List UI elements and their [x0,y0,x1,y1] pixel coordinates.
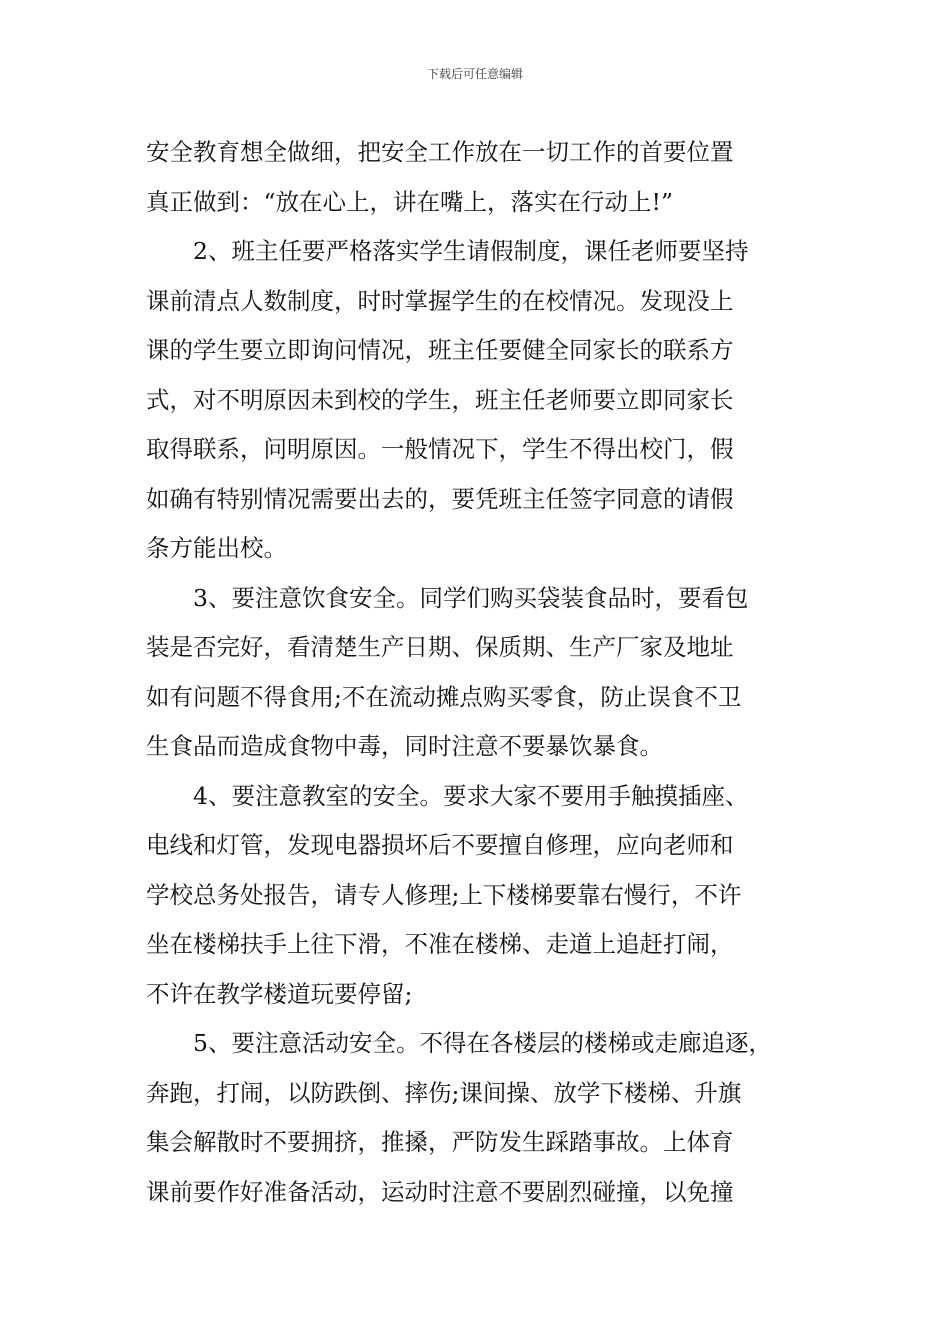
text-line: 电线和灯管，发现电器损坏后不要擅自修理，应向老师和 [146,831,734,859]
text-line: 课前清点人数制度，时时掌握学生的在校情况。发现没上 [146,286,734,315]
paragraph-start-line: 2、班主任要严格落实学生请假制度，课任老师要坚持 [193,237,749,265]
text-line: 课前要作好准备活动，运动时注意不要剧烈碰撞，以免撞 [146,1177,734,1206]
text-line: 取得联系，问明原因。一般情况下，学生不得出校门，假 [146,435,734,463]
text-line: 安全教育想全做细，把安全工作放在一切工作的首要位置 [146,138,734,166]
text-line: 坐在楼梯扶手上往下滑，不准在楼梯、走道上追赶打闹， [146,930,734,958]
text-line: 学校总务处报告，请专人修理;上下楼梯要靠右慢行，不许 [146,880,742,909]
text-line: 不许在教学楼道玩要停留; [146,979,413,1008]
text-line: 如确有特别情况需要出去的，要凭班主任签字同意的请假 [146,484,734,513]
page-header: 下载后可任意编辑 [426,67,523,81]
text-line: 条方能出校。 [146,534,287,562]
text-line: 集会解散时不要拥挤，推搡，严防发生踩踏事故。上体育 [146,1128,734,1156]
text-line: 装是否完好，看清楚生产日期、保质期、生产厂家及地址 [146,633,734,661]
text-line: 式，对不明原因未到校的学生，班主任老师要立即同家长 [146,385,734,414]
paragraph-start-line: 5、要注意活动安全。不得在各楼层的楼梯或走廊追逐， [193,1029,772,1057]
text-line: 课的学生要立即询问情况，班主任要健全同家长的联系方 [146,336,734,364]
paragraph-start-line: 3、要注意饮食安全。同学们购买袋装食品时，要看包 [193,583,749,612]
paragraph-start-line: 4、要注意教室的安全。要求大家不要用手触摸插座、 [193,781,749,810]
text-line: 真正做到：“放在心上，讲在嘴上，落实在行动上!” [146,187,673,216]
document-body [146,128,810,1217]
text-line: 奔跑，打闹，以防跌倒、摔伤;课间操、放学下楼梯、升旗 [146,1078,742,1107]
text-line: 如有问题不得食用;不在流动摊点购买零食，防止误食不卫 [146,682,742,711]
text-line: 生食品而造成食物中毒，同时注意不要暴饮暴食。 [146,732,663,760]
